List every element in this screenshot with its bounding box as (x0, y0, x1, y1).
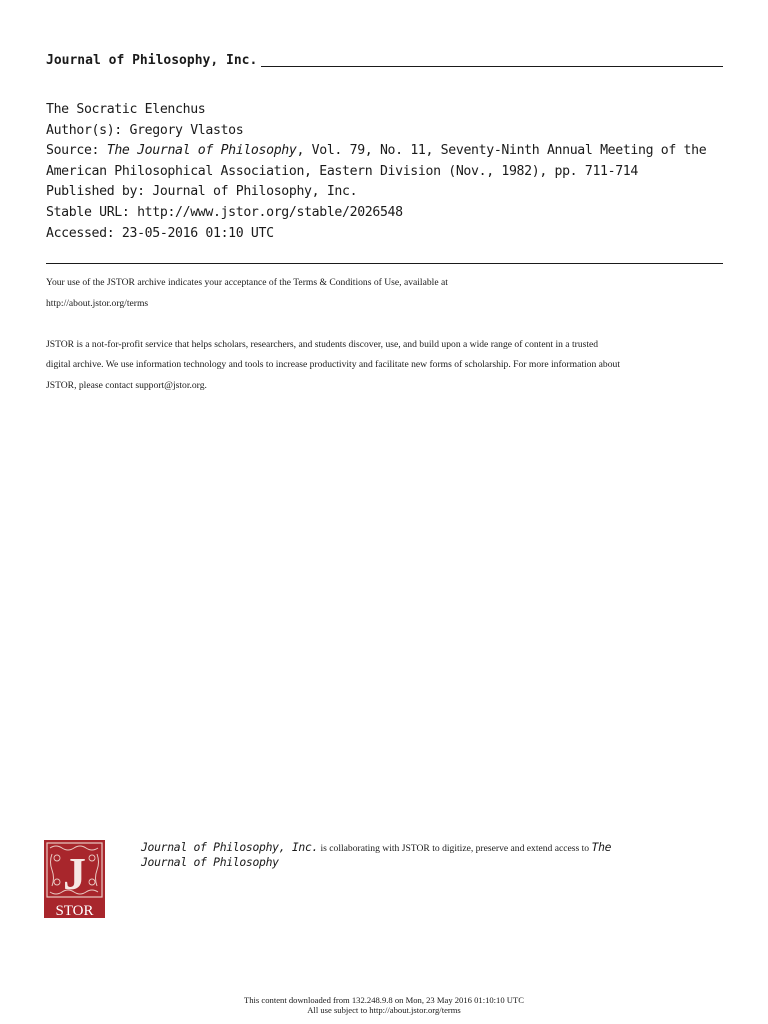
logo-wordmark: STOR (55, 903, 94, 918)
jstor-logo-icon (44, 840, 105, 918)
collaboration-publisher: Journal of Philosophy, Inc. (141, 840, 319, 854)
authors-label: Author(s): (46, 122, 122, 138)
source-details: , Vol. 79, No. 11, Seventy-Ninth Annual Meeting of the (296, 143, 707, 159)
stable-url-link[interactable]: http://www.jstor.org/stable/2026548 (137, 204, 403, 220)
source-line (46, 141, 726, 162)
jstor-description-line: JSTOR is a not-for-profit service that helps scholars, researchers, and students discover, use, and build upon a wide range of content in a trusted (46, 338, 599, 350)
download-footer (0, 995, 768, 1015)
collaboration-text: is collaborating with JSTOR to digitize, preserve and extend access to (318, 843, 592, 854)
article-title: The Socratic Elenchus (46, 102, 206, 117)
terms-footer-link[interactable]: All use subject to http://about.jstor.org/terms (307, 1005, 461, 1015)
stable-url-label: Stable URL: (46, 204, 130, 220)
accessed-line (46, 224, 726, 245)
published-label: Published by: (46, 184, 145, 200)
publisher-header (46, 54, 723, 68)
stable-url-line (46, 203, 726, 224)
authors-line (46, 121, 726, 142)
source-journal: The Journal of Philosophy (106, 143, 297, 159)
collaboration-journal-part1: The (591, 840, 612, 854)
terms-line: Your use of the JSTOR archive indicates your acceptance of the Terms & Conditions of Use, available at (46, 277, 448, 288)
section-divider (46, 263, 723, 264)
jstor-logo (44, 840, 105, 918)
collaboration-journal-part2: Journal of Philosophy (141, 854, 279, 869)
jstor-contact-line: JSTOR, please contact support@jstor.org. (46, 379, 207, 391)
article-metadata (46, 100, 726, 244)
download-info: This content downloaded from 132.248.9.8 on Mon, 23 May 2016 01:10:10 UTC (244, 995, 524, 1005)
terms-link[interactable]: http://about.jstor.org/terms (46, 297, 149, 309)
source-line-continued: American Philosophical Association, Eastern Division (Nov., 1982), pp. 711-714 (46, 163, 638, 179)
jstor-description-line: digital archive. We use information technology and tools to increase productivity and facilitate new forms of scholarship. For more information about (46, 359, 620, 370)
logo-letter: J (63, 848, 86, 899)
source-label: Source: (46, 143, 100, 159)
publisher-name: Journal of Philosophy, Inc. (46, 54, 261, 68)
accessed-label: Accessed: (46, 225, 115, 241)
published-line (46, 182, 726, 203)
authors-value: Gregory Vlastos (129, 122, 244, 138)
published-value: Journal of Philosophy, Inc. (152, 184, 358, 200)
collaboration-statement (141, 841, 721, 870)
terms-notice (46, 273, 726, 396)
accessed-value: 23-05-2016 01:10 UTC (121, 225, 274, 241)
